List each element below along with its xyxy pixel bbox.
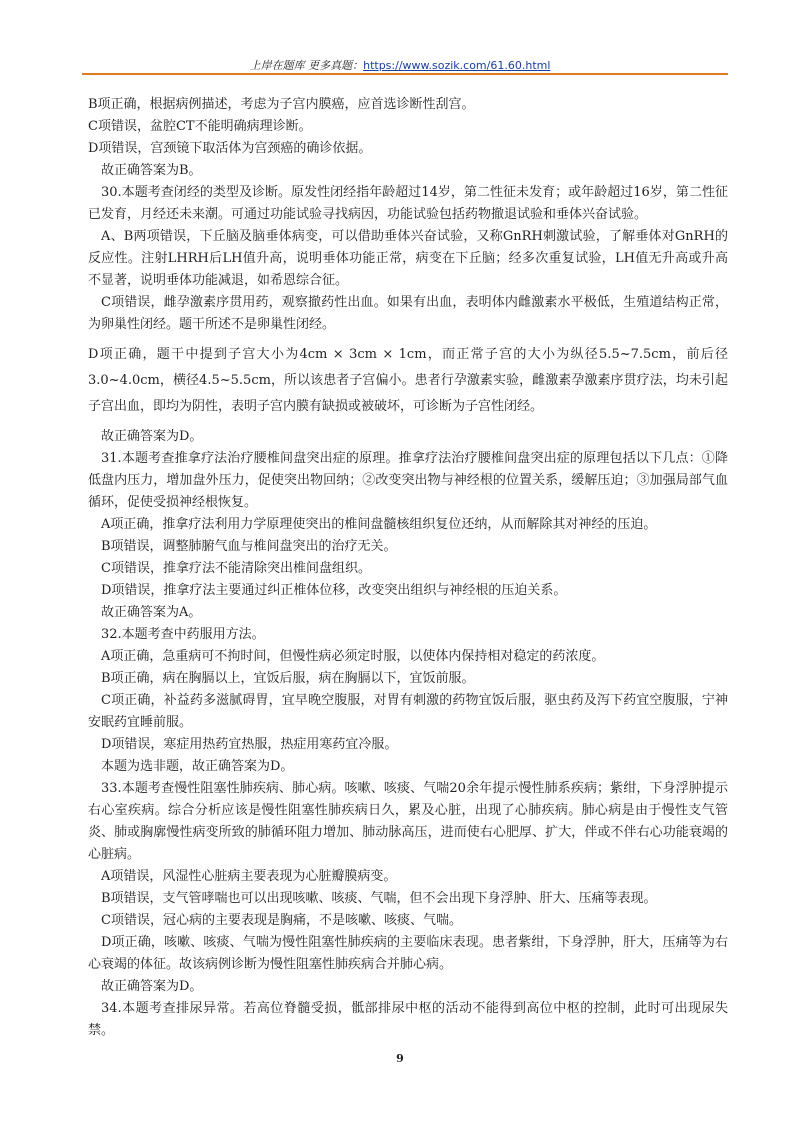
- paragraph: C项错误，雌孕激素序贯用药，观察撤药性出血。如果有出血，表明体内雌激素水平极低，生殖道结构正常，为卵巢性闭经。题干所述不是卵巢性闭经。: [88, 295, 728, 332]
- paragraph: 故正确答案为A。: [101, 605, 202, 620]
- paragraph: B项错误，调整肺腑气血与椎间盘突出的治疗无关。: [101, 539, 397, 554]
- paragraph: B项正确，根据病例描述，考虑为子宫内膜癌，应首选诊断性刮宫。: [88, 97, 475, 112]
- paragraph: 33.本题考查慢性阻塞性肺疾病、肺心病。咳嗽、咳痰、气喘20余年提示慢性肺系疾病；紫绀，下身浮肿提示右心室疾病。综合分析应该是慢性阻塞性肺疾病日久，累及心脏，出现了心肺疾病。肺心病是由于慢性支气管炎、肺或胸廓慢性病变所致的肺循环阻力增加、肺动脉高压，进而使右心肥厚、扩大，伴或不伴右心功能衰竭的心脏病。: [88, 781, 728, 862]
- paragraph: B项正确，病在胸膈以上，宜饭后服，病在胸膈以下，宜饭前服。: [101, 671, 475, 686]
- paragraph: 本题为选非题，故正确答案为D。: [101, 759, 294, 774]
- paragraph: D项错误，宫颈镜下取活体为宫颈癌的确诊依据。: [88, 141, 372, 156]
- paragraph: 故正确答案为D。: [101, 979, 203, 994]
- paragraph: D项错误，推拿疗法主要通过纠正椎体位移，改变突出组织与神经根的压迫关系。: [101, 583, 567, 598]
- paragraph: 34.本题考查排尿异常。若高位脊髓受损，骶部排尿中枢的活动不能得到高位中枢的控制，此时可出现尿失禁。: [88, 1001, 728, 1038]
- paragraph: A项正确，推拿疗法利用力学原理使突出的椎间盘髓核组织复位还纳，从而解除其对神经的压迫。: [101, 517, 657, 532]
- paragraph: D项正确，咳嗽、咳痰、气喘为慢性阻塞性肺疾病的主要临床表现。患者紫绀，下身浮肿，肝大，压痛等为右心衰竭的体征。故该病例诊断为慢性阻塞性肺疾病合并肺心病。: [88, 935, 728, 972]
- header-link[interactable]: https://www.sozik.com/61.60.html: [363, 59, 551, 72]
- paragraph: A项正确，急重病可不拘时间，但慢性病必须定时服，以使体内保持相对稳定的药浓度。: [101, 649, 605, 664]
- document-body: [88, 94, 728, 1042]
- paragraph: 32.本题考查中药服用方法。: [101, 627, 265, 642]
- paragraph: 故正确答案为D。: [101, 429, 203, 444]
- paragraph: C项正确，补益药多滋腻碍胃，宜早晚空腹服，对胃有刺激的药物宜饭后服，驱虫药及泻下药宜空腹服，宁神安眠药宜睡前服。: [88, 693, 728, 730]
- paragraph: A项错误，风湿性心脏病主要表现为心脏瓣膜病变。: [101, 869, 397, 884]
- paragraph: D项正确，题干中提到子宫大小为4cm × 3cm × 1cm，而正常子宫的大小为纵径5.5~7.5cm，前后径3.0~4.0cm，横径4.5~5.5cm，所以该患者子宫偏小。患者行孕激素实验，雌激素孕激素序贯疗法，均未引起子宫出血，即均为阴性，表明子宫内膜有缺损或被破坏，可诊断为子宫性闭经。: [88, 347, 728, 414]
- header-prefix: 上岸在题库 更多真题：: [249, 59, 364, 72]
- paragraph: 30.本题考查闭经的类型及诊断。原发性闭经指年龄超过14岁，第二性征未发育；或年龄超过16岁，第二性征已发育，月经还未来潮。可通过功能试验寻找病因，功能试验包括药物撤退试验和垂体兴奋试验。: [88, 185, 728, 222]
- paragraph: C项错误，盆腔CT不能明确病理诊断。: [88, 119, 312, 134]
- paragraph: C项错误，冠心病的主要表现是胸痛，不是咳嗽、咳痰、气喘。: [101, 913, 462, 928]
- paragraph: C项错误，推拿疗法不能清除突出椎间盘组织。: [101, 561, 371, 576]
- paragraph: B项错误，支气管哮喘也可以出现咳嗽、咳痰、气喘，但不会出现下身浮肿、肝大、压痛等表现。: [101, 891, 657, 906]
- page-number: 9: [396, 1052, 404, 1065]
- paragraph: 31.本题考查推拿疗法治疗腰椎间盘突出症的原理。推拿疗法治疗腰椎间盘突出症的原理包括以下几点：①降低盘内压力，增加盘外压力，促使突出物回纳；②改变突出物与神经根的位置关系，缓解压迫；③加强局部气血循环，促使受损神经根恢复。: [88, 451, 728, 510]
- page-header: [0, 57, 800, 73]
- paragraph: D项错误，寒症用热药宜热服，热症用寒药宜冷服。: [101, 737, 398, 752]
- paragraph: 故正确答案为B。: [101, 163, 202, 178]
- paragraph: A、B两项错误，下丘脑及脑垂体病变，可以借助垂体兴奋试验，又称GnRH刺激试验，了解垂体对GnRH的反应性。注射LHRH后LH值升高，说明垂体功能正常，病变在下丘脑；经多次重复试验，LH值无升高或升高不显著，说明垂体功能减退，如希恩综合征。: [88, 229, 728, 288]
- header-divider: [82, 73, 728, 75]
